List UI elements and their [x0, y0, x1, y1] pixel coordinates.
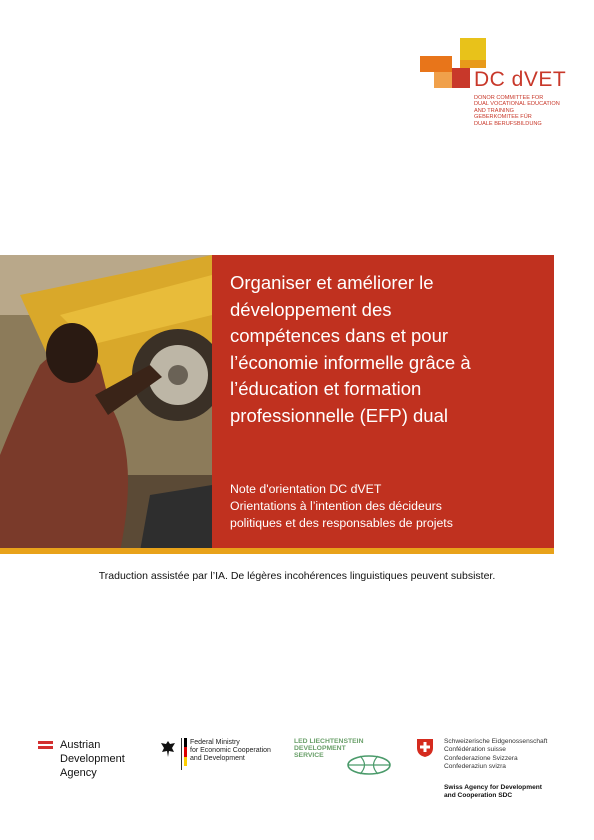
logo-title: DC dVET: [474, 68, 567, 91]
led-line: DEVELOPMENT: [294, 745, 346, 752]
logo-square-gold: [460, 60, 486, 68]
accent-bar: [0, 548, 554, 554]
title-line: professionnelle (EFP) dual: [230, 404, 448, 426]
subtitle-line: politiques et des responsables de projets: [230, 516, 453, 530]
logo-subtitle-line: DONOR COMMITTEE FOR: [474, 95, 544, 101]
subtitle-line: Note d'orientation DC dVET: [230, 482, 382, 496]
ada-line: Agency: [60, 767, 97, 779]
globe-icon: [346, 754, 392, 776]
title-line: l’éducation et formation: [230, 378, 422, 399]
logo-square-red: [452, 68, 470, 88]
bmz-line: Federal Ministry: [190, 739, 240, 746]
swiss-shield-icon: [416, 738, 434, 758]
swiss-line: Confédération suisse: [444, 746, 506, 754]
swiss-line: Schweizerische Eidgenossenschaft: [444, 738, 548, 745]
ai-translation-disclaimer: Traduction assistée par l’IA. De légères incohérences linguistiques peuvent subsister.: [98, 570, 496, 582]
cover-photo-mechanic: [0, 255, 212, 551]
sdc-line: Swiss Agency for Development: [444, 784, 542, 791]
austria-flag-icon: [38, 741, 53, 749]
led-line: SERVICE: [294, 752, 324, 759]
document-subtitle: [230, 481, 540, 532]
logo-subtitle-line: AND TRAINING: [474, 107, 514, 114]
ada-line: Austrian: [60, 739, 101, 751]
logo-subtitle-line: GEBERKOMITEE FÜR: [474, 114, 532, 121]
logo-square-orange-small: [434, 72, 452, 88]
germany-flag-icon: [184, 738, 187, 766]
logo-square-yellow: [460, 38, 486, 60]
bmz-line: and Development: [190, 755, 245, 762]
title-line: Organiser et améliorer le: [230, 272, 434, 293]
ada-line: Development: [60, 753, 125, 765]
sdc-line: and Cooperation SDC: [444, 792, 513, 800]
document-title: [230, 270, 540, 429]
led-liechtenstein-logo: [294, 738, 363, 759]
logo-subtitle-line: DUAL VOCATIONAL EDUCATION: [474, 101, 560, 108]
swiss-line: Confederazione Svizzera: [444, 754, 518, 762]
logo-square-orange: [420, 56, 452, 72]
dc-dvet-logo: [420, 38, 570, 148]
eagle-icon: [160, 740, 176, 758]
logo-subtitle-line: DUALE BERUFSBILDUNG: [474, 120, 542, 127]
swiss-line: Confederaziun svizra: [444, 763, 506, 771]
subtitle-line: Orientations à l’intention des décideurs: [230, 499, 442, 513]
bmz-line: for Economic Cooperation: [190, 747, 271, 754]
title-line: développement des: [230, 298, 392, 320]
title-line: compétences dans et pour: [230, 325, 449, 346]
led-line: LED LIECHTENSTEIN: [294, 738, 364, 745]
logo-subtitle: [474, 95, 560, 127]
title-line: l’économie informelle grâce à: [230, 351, 471, 373]
